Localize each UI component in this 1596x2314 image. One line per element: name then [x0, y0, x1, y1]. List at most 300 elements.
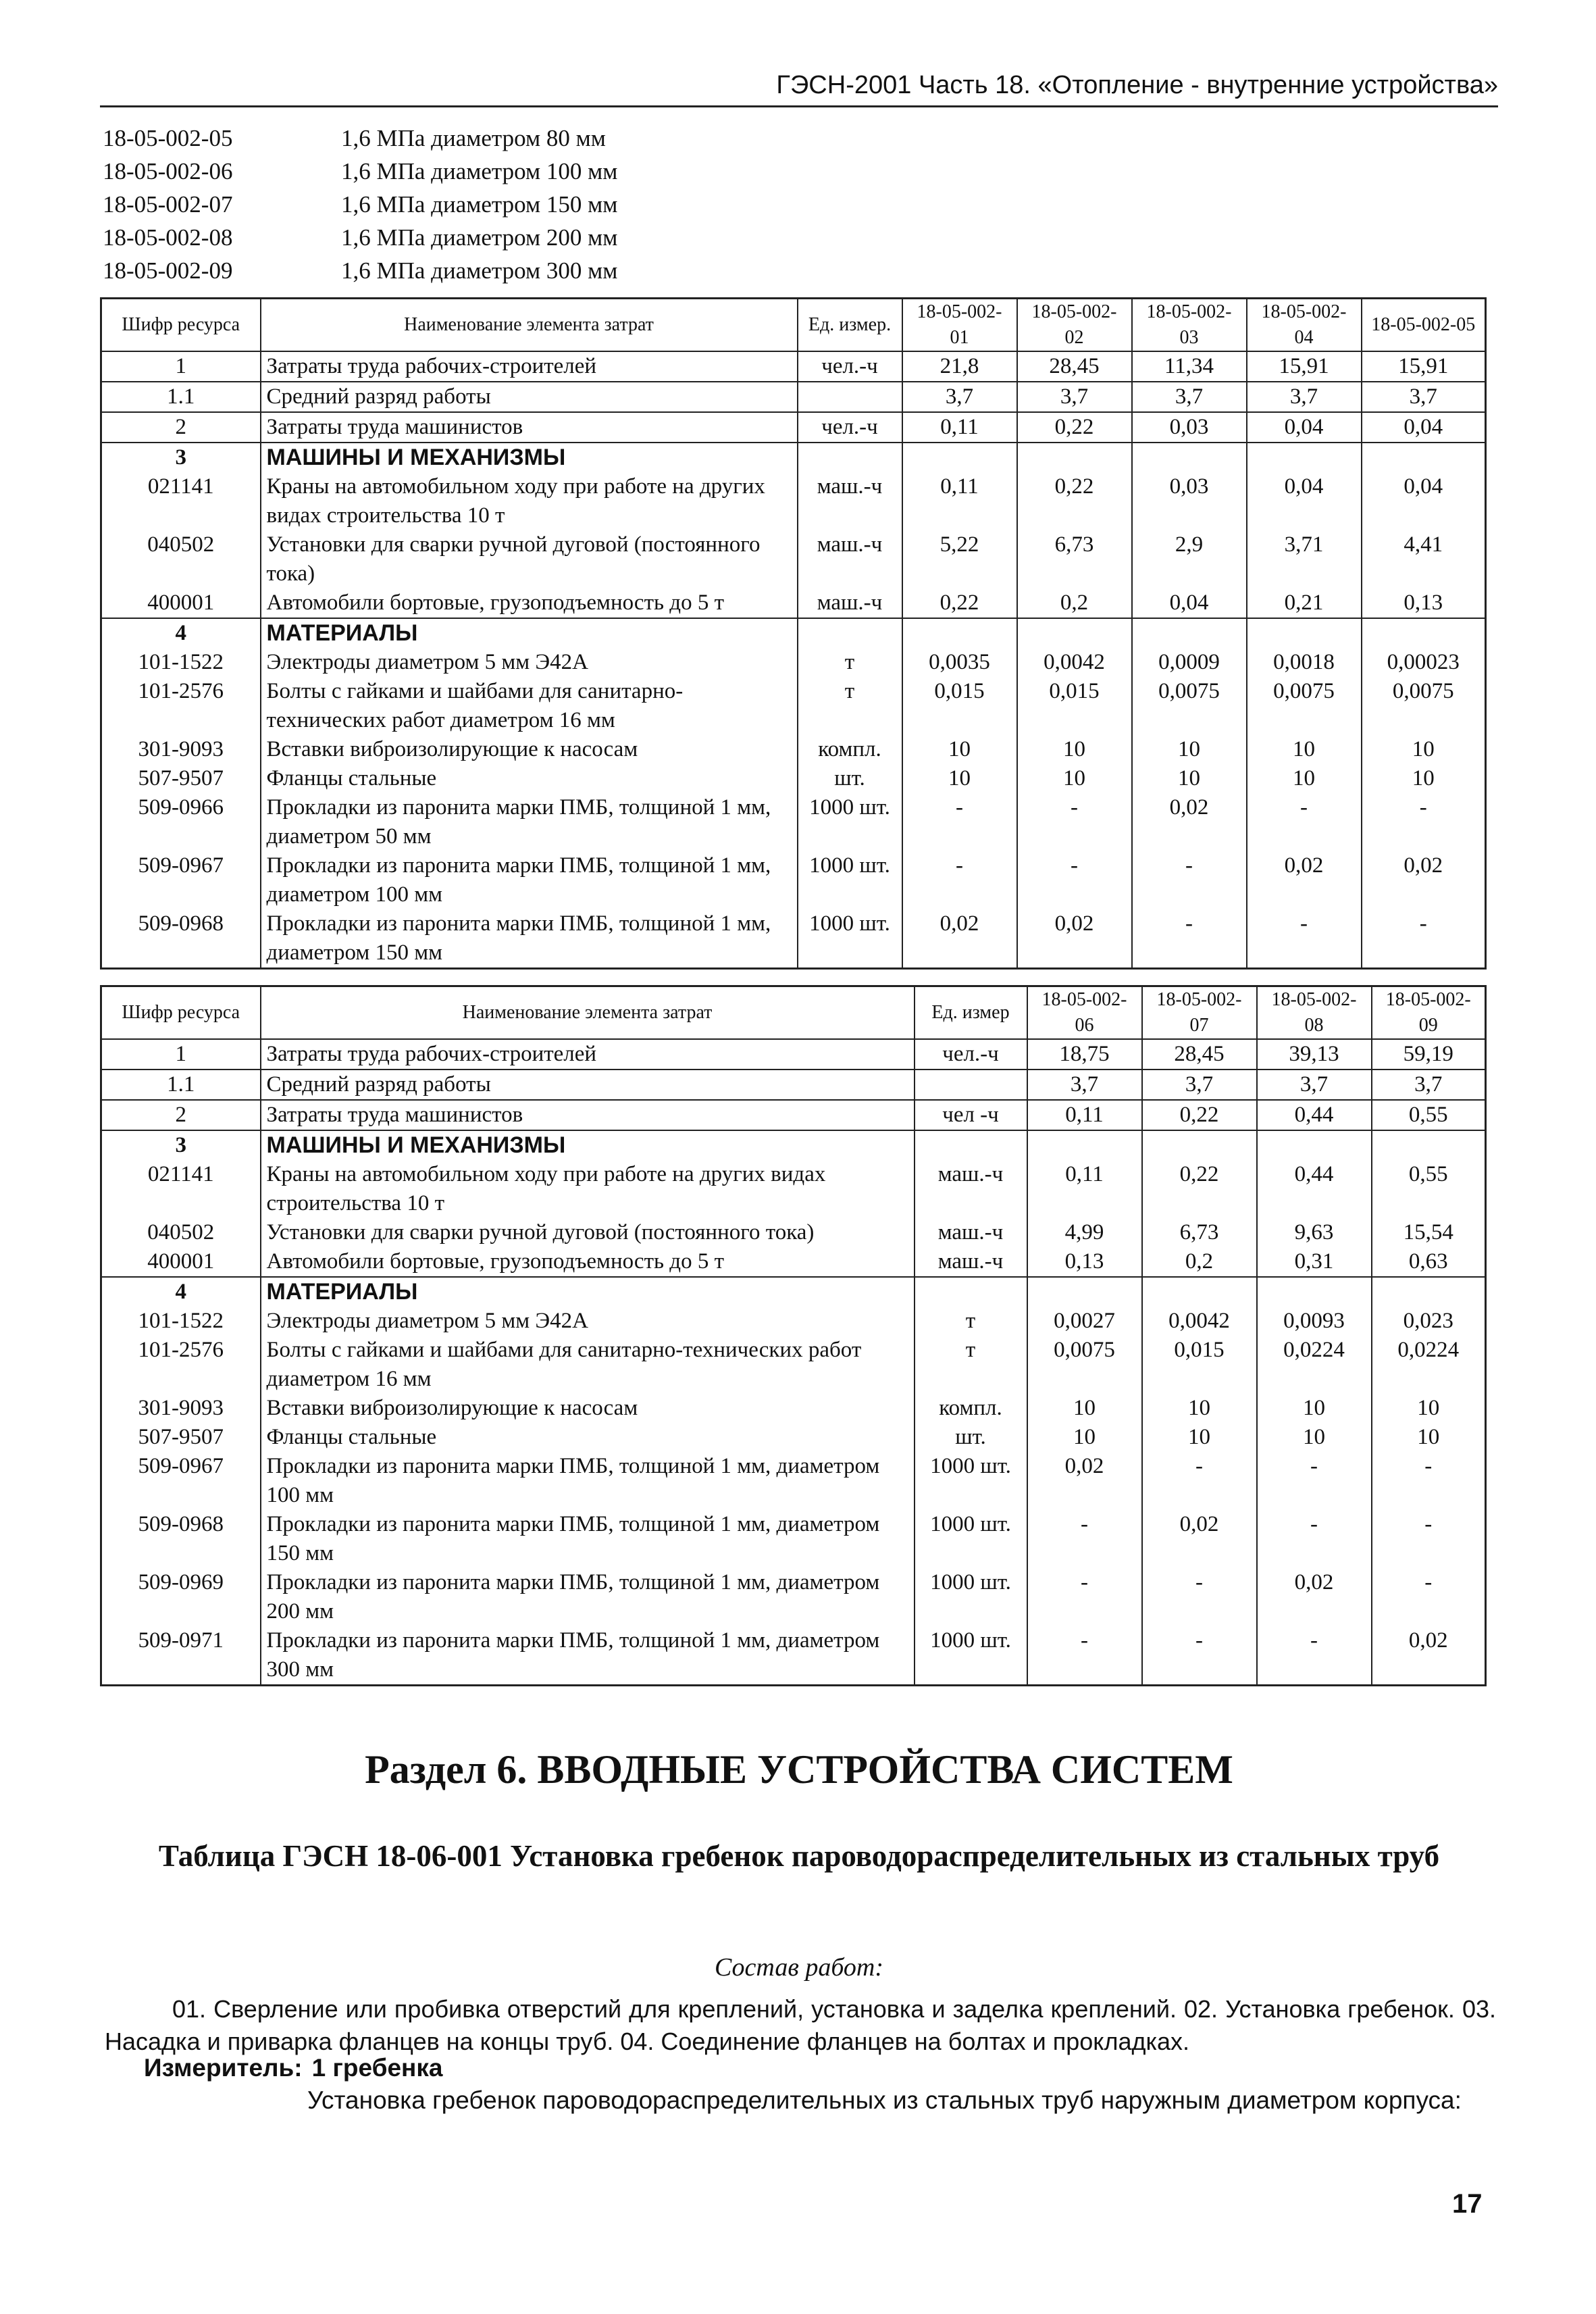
value-cell: [1247, 443, 1362, 472]
value-cell: -: [1257, 1626, 1372, 1686]
value-cell: 10: [902, 735, 1017, 764]
value-cell: [1257, 1277, 1372, 1307]
value-cell: [1132, 618, 1247, 648]
value-cell: 0,02: [1372, 1626, 1486, 1686]
value-cell: 0,22: [1017, 472, 1132, 530]
section-title: Раздел 6. ВВОДНЫЕ УСТРОЙСТВА СИСТЕМ: [365, 1747, 1233, 1792]
value-cell: 5,22: [902, 530, 1017, 588]
value-cell: 0,00023: [1362, 648, 1486, 677]
resource-code: 509-0968: [101, 909, 261, 969]
value-cell: 21,8: [902, 351, 1017, 382]
value-cell: 0,0224: [1372, 1336, 1486, 1394]
unit: 1000 шт.: [915, 1626, 1027, 1686]
cost-element-name: Прокладки из паронита марки ПМБ, толщиной 1 мм, диаметром 150 мм: [261, 909, 798, 969]
value-cell: -: [1017, 793, 1132, 851]
value-cell: 0,2: [1142, 1247, 1257, 1277]
table-row: [101, 1247, 1486, 1277]
unit: маш.-ч: [915, 1218, 1027, 1247]
resource-code: 101-1522: [101, 1307, 261, 1336]
unit: компл.: [915, 1394, 1027, 1423]
value-cell: 0,22: [1017, 412, 1132, 443]
value-cell: 0,015: [1142, 1336, 1257, 1394]
unit: 1000 шт.: [915, 1510, 1027, 1568]
code-description: 1,6 МПа диаметром 300 мм: [341, 257, 618, 284]
value-cell: 28,45: [1017, 351, 1132, 382]
value-cell: 18,75: [1027, 1039, 1142, 1070]
value-cell: 0,2: [1017, 588, 1132, 618]
table-row: [101, 1394, 1486, 1423]
value-cell: 0,03: [1132, 472, 1247, 530]
cost-element-name: Электроды диаметром 5 мм Э42А: [261, 648, 798, 677]
unit: чел.-ч: [798, 351, 902, 382]
code-value: 18-05-002-05: [103, 125, 233, 151]
table-row: [101, 1100, 1486, 1130]
value-cell: [1362, 618, 1486, 648]
column-header: 18-05-002-04: [1247, 299, 1362, 352]
cost-element-name: Затраты труда машинистов: [261, 1100, 915, 1130]
value-cell: 3,7: [1362, 382, 1486, 412]
value-cell: -: [1142, 1626, 1257, 1686]
table-row: [101, 648, 1486, 677]
unit: т: [915, 1307, 1027, 1336]
code-value: 18-05-002-07: [103, 191, 233, 218]
value-cell: 0,03: [1132, 412, 1247, 443]
unit: чел.-ч: [798, 412, 902, 443]
value-cell: 0,31: [1257, 1247, 1372, 1277]
value-cell: -: [1257, 1510, 1372, 1568]
value-cell: 0,02: [1257, 1568, 1372, 1626]
cost-element-name: Вставки виброизолирующие к насосам: [261, 735, 798, 764]
value-cell: [1027, 1130, 1142, 1160]
code-list-item: [103, 188, 617, 221]
value-cell: [1372, 1277, 1486, 1307]
unit: чел -ч: [915, 1100, 1027, 1130]
value-cell: [902, 443, 1017, 472]
table-row: [101, 1039, 1486, 1070]
value-cell: 10: [1372, 1423, 1486, 1452]
resource-code: 301-9093: [101, 735, 261, 764]
code-description: 1,6 МПа диаметром 200 мм: [341, 224, 618, 251]
unit: маш.-ч: [798, 588, 902, 618]
column-header: 18-05-002-03: [1132, 299, 1247, 352]
description: Установка гребенок пароводораспределительных из стальных труб наружным диаметром корпуса:: [307, 2086, 1462, 2114]
value-cell: 0,0093: [1257, 1307, 1372, 1336]
cost-element-name: Прокладки из паронита марки ПМБ, толщиной 1 мм, диаметром 300 мм: [261, 1626, 915, 1686]
value-cell: 10: [1027, 1423, 1142, 1452]
cost-element-name: МАШИНЫ И МЕХАНИЗМЫ: [261, 1130, 915, 1160]
value-cell: -: [1362, 909, 1486, 969]
table-row: [101, 1452, 1486, 1510]
unit: маш.-ч: [798, 530, 902, 588]
meter-value: 1 гребенка: [311, 2054, 443, 2082]
unit: 1000 шт.: [798, 793, 902, 851]
cost-element-name: МАШИНЫ И МЕХАНИЗМЫ: [261, 443, 798, 472]
unit: чел.-ч: [915, 1039, 1027, 1070]
value-cell: 10: [1362, 735, 1486, 764]
value-cell: 59,19: [1372, 1039, 1486, 1070]
unit: т: [798, 677, 902, 735]
table-row: [101, 764, 1486, 793]
table-row: [101, 1510, 1486, 1568]
code-value: 18-05-002-06: [103, 158, 233, 184]
value-cell: 0,04: [1362, 472, 1486, 530]
cost-element-name: Установки для сварки ручной дуговой (постоянного тока): [261, 1218, 915, 1247]
table-row: [101, 412, 1486, 443]
resource-code: 1: [101, 1039, 261, 1070]
cost-element-name: Электроды диаметром 5 мм Э42А: [261, 1307, 915, 1336]
section-row: [101, 1130, 1486, 1160]
table-row: [101, 530, 1486, 588]
value-cell: 0,0042: [1142, 1307, 1257, 1336]
value-cell: 15,91: [1362, 351, 1486, 382]
unit: 1000 шт.: [915, 1452, 1027, 1510]
value-cell: 0,11: [1027, 1100, 1142, 1130]
cost-element-name: Болты с гайками и шайбами для санитарно-технических работ диаметром 16 мм: [261, 677, 798, 735]
table-row: [101, 793, 1486, 851]
value-cell: [1027, 1277, 1142, 1307]
value-cell: 0,0042: [1017, 648, 1132, 677]
unit: [798, 382, 902, 412]
cost-element-name: Автомобили бортовые, грузоподъемность до 5 т: [261, 588, 798, 618]
value-cell: [1362, 443, 1486, 472]
resource-code: 4: [101, 618, 261, 648]
value-cell: 0,02: [902, 909, 1017, 969]
value-cell: 0,44: [1257, 1160, 1372, 1218]
codes-list: [103, 122, 617, 287]
code-description: 1,6 МПа диаметром 100 мм: [341, 158, 618, 184]
resource-code: 301-9093: [101, 1394, 261, 1423]
value-cell: 0,0075: [1132, 677, 1247, 735]
resource-code: 3: [101, 443, 261, 472]
value-cell: [1247, 618, 1362, 648]
value-cell: 0,11: [902, 472, 1017, 530]
value-cell: -: [1247, 793, 1362, 851]
value-cell: 0,44: [1257, 1100, 1372, 1130]
value-cell: 3,7: [1372, 1070, 1486, 1100]
cost-element-name: Вставки виброизолирующие к насосам: [261, 1394, 915, 1423]
column-header: 18-05-002-06: [1027, 986, 1142, 1040]
value-cell: 0,0027: [1027, 1307, 1142, 1336]
value-cell: 3,7: [1017, 382, 1132, 412]
cost-element-name: Фланцы стальные: [261, 764, 798, 793]
section-row: [101, 1277, 1486, 1307]
table-row: [101, 735, 1486, 764]
composition-title: Состав работ:: [714, 1953, 884, 1982]
value-cell: [1142, 1130, 1257, 1160]
value-cell: 4,99: [1027, 1218, 1142, 1247]
code-list-item: [103, 221, 617, 254]
table-title: Таблица ГЭСН 18-06-001 Установка гребенок пароводораспределительных из стальных труб: [158, 1839, 1440, 1873]
cost-element-name: Прокладки из паронита марки ПМБ, толщиной 1 мм, диаметром 200 мм: [261, 1568, 915, 1626]
value-cell: 10: [1142, 1423, 1257, 1452]
unit: т: [798, 648, 902, 677]
value-cell: -: [1372, 1452, 1486, 1510]
cost-element-name: Прокладки из паронита марки ПМБ, толщиной 1 мм, диаметром 100 мм: [261, 1452, 915, 1510]
unit: маш.-ч: [798, 472, 902, 530]
value-cell: -: [1017, 851, 1132, 909]
resource-code: 509-0968: [101, 1510, 261, 1568]
value-cell: [1257, 1130, 1372, 1160]
unit: [915, 1277, 1027, 1307]
value-cell: 0,13: [1362, 588, 1486, 618]
resource-code: 1: [101, 351, 261, 382]
table-row: [101, 1307, 1486, 1336]
value-cell: 0,04: [1247, 472, 1362, 530]
table-row: [101, 351, 1486, 382]
table-row: [101, 382, 1486, 412]
value-cell: 0,02: [1132, 793, 1247, 851]
code-list-item: [103, 254, 617, 287]
unit: [915, 1070, 1027, 1100]
value-cell: -: [1362, 793, 1486, 851]
cost-element-name: Краны на автомобильном ходу при работе на других видах строительства 10 т: [261, 472, 798, 530]
resource-table-1: [100, 297, 1487, 970]
value-cell: 10: [1362, 764, 1486, 793]
value-cell: 0,0075: [1247, 677, 1362, 735]
value-cell: 3,7: [1257, 1070, 1372, 1100]
value-cell: 3,7: [1027, 1070, 1142, 1100]
unit: т: [915, 1336, 1027, 1394]
value-cell: 0,015: [902, 677, 1017, 735]
value-cell: 0,22: [902, 588, 1017, 618]
value-cell: 10: [1247, 764, 1362, 793]
value-cell: [1017, 618, 1132, 648]
resource-table-2: [100, 985, 1487, 1686]
value-cell: 10: [1257, 1394, 1372, 1423]
resource-code: 4: [101, 1277, 261, 1307]
value-cell: -: [1027, 1510, 1142, 1568]
column-header: Шифр ресурса: [101, 299, 261, 352]
column-header: 18-05-002-09: [1372, 986, 1486, 1040]
cost-element-name: МАТЕРИАЛЫ: [261, 618, 798, 648]
unit: маш.-ч: [915, 1247, 1027, 1277]
value-cell: 0,04: [1132, 588, 1247, 618]
value-cell: -: [1132, 909, 1247, 969]
works-text: 01. Сверление или пробивка отверстий для креплений, установка и заделка креплений. 02. Установка гребенок. 03. Насадка и приварка фланцев на концы труб. 04. Соединение фланцев на болтах и прокладках.: [105, 1995, 1496, 2055]
meter: [144, 2054, 452, 2082]
code-list-item: [103, 122, 617, 155]
resource-code: 400001: [101, 588, 261, 618]
resource-code: 509-0969: [101, 1568, 261, 1626]
value-cell: -: [1142, 1452, 1257, 1510]
value-cell: -: [902, 851, 1017, 909]
code-description: 1,6 МПа диаметром 150 мм: [341, 191, 618, 218]
value-cell: 0,22: [1142, 1100, 1257, 1130]
value-cell: -: [1247, 909, 1362, 969]
value-cell: [1372, 1130, 1486, 1160]
value-cell: 4,41: [1362, 530, 1486, 588]
code-description: 1,6 МПа диаметром 80 мм: [341, 125, 606, 151]
value-cell: 10: [1132, 764, 1247, 793]
value-cell: 15,54: [1372, 1218, 1486, 1247]
cost-element-name: Фланцы стальные: [261, 1423, 915, 1452]
column-header: Ед. измер: [915, 986, 1027, 1040]
table-row: [101, 851, 1486, 909]
value-cell: 10: [1257, 1423, 1372, 1452]
value-cell: 6,73: [1142, 1218, 1257, 1247]
value-cell: 10: [1017, 764, 1132, 793]
table-row: [101, 909, 1486, 969]
column-header: Шифр ресурса: [101, 986, 261, 1040]
value-cell: 2,9: [1132, 530, 1247, 588]
cost-element-name: Затраты труда рабочих-строителей: [261, 1039, 915, 1070]
resource-code: 509-0967: [101, 851, 261, 909]
value-cell: 9,63: [1257, 1218, 1372, 1247]
value-cell: 0,21: [1247, 588, 1362, 618]
value-cell: 0,02: [1362, 851, 1486, 909]
cost-element-name: Затраты труда рабочих-строителей: [261, 351, 798, 382]
cost-element-name: Установки для сварки ручной дуговой (постоянного тока): [261, 530, 798, 588]
value-cell: 3,7: [902, 382, 1017, 412]
resource-code: 2: [101, 412, 261, 443]
value-cell: 10: [1027, 1394, 1142, 1423]
value-cell: -: [1257, 1452, 1372, 1510]
resource-code: 509-0966: [101, 793, 261, 851]
cost-element-name: Средний разряд работы: [261, 1070, 915, 1100]
table-row: [101, 1423, 1486, 1452]
resource-code: 1.1: [101, 1070, 261, 1100]
code-value: 18-05-002-08: [103, 224, 233, 251]
table-row: [101, 677, 1486, 735]
table-row: [101, 588, 1486, 618]
meter-label: Измеритель:: [144, 2054, 303, 2082]
value-cell: 0,023: [1372, 1307, 1486, 1336]
section-row: [101, 443, 1486, 472]
value-cell: 0,11: [902, 412, 1017, 443]
table-row: [101, 1626, 1486, 1686]
value-cell: -: [902, 793, 1017, 851]
resource-code: 507-9507: [101, 764, 261, 793]
value-cell: [1132, 443, 1247, 472]
resource-code: 021141: [101, 1160, 261, 1218]
resource-code: 040502: [101, 530, 261, 588]
value-cell: [1142, 1277, 1257, 1307]
value-cell: 10: [1247, 735, 1362, 764]
resource-code: 021141: [101, 472, 261, 530]
value-cell: 0,015: [1017, 677, 1132, 735]
page-number: 17: [1452, 2189, 1483, 2219]
resource-code: 3: [101, 1130, 261, 1160]
cost-element-name: МАТЕРИАЛЫ: [261, 1277, 915, 1307]
value-cell: 10: [902, 764, 1017, 793]
column-header: 18-05-002-01: [902, 299, 1017, 352]
code-list-item: [103, 155, 617, 188]
cost-element-name: Прокладки из паронита марки ПМБ, толщиной 1 мм, диаметром 150 мм: [261, 1510, 915, 1568]
unit: шт.: [798, 764, 902, 793]
column-header: Наименование элемента затрат: [261, 299, 798, 352]
value-cell: 0,55: [1372, 1100, 1486, 1130]
resource-code: 509-0967: [101, 1452, 261, 1510]
table-row: [101, 1336, 1486, 1394]
unit: компл.: [798, 735, 902, 764]
value-cell: 3,7: [1247, 382, 1362, 412]
value-cell: 0,02: [1247, 851, 1362, 909]
unit: [798, 618, 902, 648]
value-cell: 11,34: [1132, 351, 1247, 382]
value-cell: 0,55: [1372, 1160, 1486, 1218]
value-cell: 0,0035: [902, 648, 1017, 677]
value-cell: 0,02: [1017, 909, 1132, 969]
resource-code: 101-1522: [101, 648, 261, 677]
value-cell: 28,45: [1142, 1039, 1257, 1070]
value-cell: 3,7: [1142, 1070, 1257, 1100]
value-cell: 10: [1132, 735, 1247, 764]
table-row: [101, 1218, 1486, 1247]
value-cell: 10: [1372, 1394, 1486, 1423]
unit: 1000 шт.: [798, 851, 902, 909]
value-cell: -: [1372, 1510, 1486, 1568]
cost-element-name: Затраты труда машинистов: [261, 412, 798, 443]
value-cell: [902, 618, 1017, 648]
value-cell: 0,63: [1372, 1247, 1486, 1277]
code-value: 18-05-002-09: [103, 257, 233, 284]
value-cell: 15,91: [1247, 351, 1362, 382]
unit: 1000 шт.: [915, 1568, 1027, 1626]
column-header: 18-05-002-05: [1362, 299, 1486, 352]
running-header: ГЭСН-2001 Часть 18. «Отопление - внутренние устройства»: [100, 71, 1498, 107]
cost-element-name: Болты с гайками и шайбами для санитарно-технических работ диаметром 16 мм: [261, 1336, 915, 1394]
value-cell: 0,0224: [1257, 1336, 1372, 1394]
resource-code: 509-0971: [101, 1626, 261, 1686]
value-cell: 3,7: [1132, 382, 1247, 412]
column-header: Ед. измер.: [798, 299, 902, 352]
value-cell: 6,73: [1017, 530, 1132, 588]
unit: [798, 443, 902, 472]
resource-code: 040502: [101, 1218, 261, 1247]
value-cell: [1017, 443, 1132, 472]
resource-code: 2: [101, 1100, 261, 1130]
cost-element-name: Автомобили бортовые, грузоподъемность до 5 т: [261, 1247, 915, 1277]
value-cell: 0,0018: [1247, 648, 1362, 677]
cost-element-name: Средний разряд работы: [261, 382, 798, 412]
value-cell: 0,0075: [1027, 1336, 1142, 1394]
column-header: 18-05-002-07: [1142, 986, 1257, 1040]
unit: 1000 шт.: [798, 909, 902, 969]
resource-code: 400001: [101, 1247, 261, 1277]
cost-element-name: Краны на автомобильном ходу при работе на других видах строительства 10 т: [261, 1160, 915, 1218]
column-header: 18-05-002-08: [1257, 986, 1372, 1040]
value-cell: 0,0009: [1132, 648, 1247, 677]
table-row: [101, 1568, 1486, 1626]
value-cell: -: [1142, 1568, 1257, 1626]
value-cell: 0,22: [1142, 1160, 1257, 1218]
value-cell: 0,02: [1027, 1452, 1142, 1510]
value-cell: 0,04: [1362, 412, 1486, 443]
value-cell: -: [1372, 1568, 1486, 1626]
column-header: 18-05-002-02: [1017, 299, 1132, 352]
resource-code: 507-9507: [101, 1423, 261, 1452]
cost-element-name: Прокладки из паронита марки ПМБ, толщиной 1 мм, диаметром 50 мм: [261, 793, 798, 851]
unit: [915, 1130, 1027, 1160]
resource-code: 101-2576: [101, 677, 261, 735]
cost-element-name: Прокладки из паронита марки ПМБ, толщиной 1 мм, диаметром 100 мм: [261, 851, 798, 909]
value-cell: 3,71: [1247, 530, 1362, 588]
value-cell: 0,13: [1027, 1247, 1142, 1277]
column-header: Наименование элемента затрат: [261, 986, 915, 1040]
table-row: [101, 1160, 1486, 1218]
value-cell: 39,13: [1257, 1039, 1372, 1070]
section-row: [101, 618, 1486, 648]
table-row: [101, 472, 1486, 530]
value-cell: 0,11: [1027, 1160, 1142, 1218]
resource-code: 1.1: [101, 382, 261, 412]
value-cell: -: [1132, 851, 1247, 909]
unit: маш.-ч: [915, 1160, 1027, 1218]
value-cell: -: [1027, 1568, 1142, 1626]
value-cell: 10: [1017, 735, 1132, 764]
value-cell: 0,04: [1247, 412, 1362, 443]
value-cell: -: [1027, 1626, 1142, 1686]
